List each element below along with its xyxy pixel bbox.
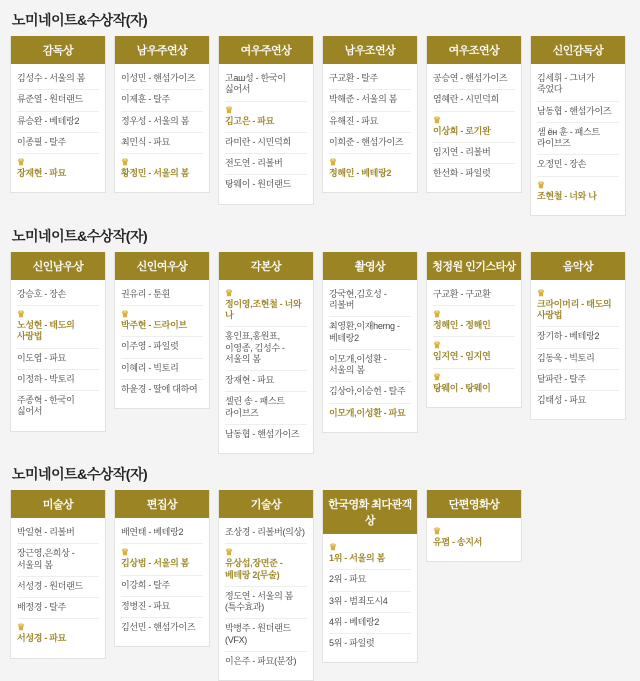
nominee-entry[interactable] <box>329 613 411 634</box>
nominee-entry[interactable] <box>433 143 515 164</box>
entry-label: 공승연 - 핸섬가이즈 <box>433 73 508 83</box>
entry-label: 류준열 - 원더랜드 <box>17 94 83 105</box>
entry-label: 탕웨이 - 탕웨이 <box>433 382 491 393</box>
entry-label: 최민식 - 파묘 <box>121 136 171 147</box>
award-card-body <box>427 518 521 553</box>
entry-label: 5위 - 파일럿 <box>329 638 375 648</box>
crown-icon: ♛ <box>225 287 233 298</box>
entry-label: 전도연 - 리볼버 <box>225 158 283 168</box>
entry-label: 임지연 - 리볼버 <box>433 146 491 157</box>
entry-label: 유해진 - 파묘 <box>329 115 379 126</box>
award-card[interactable] <box>218 252 314 454</box>
nominee-entry[interactable] <box>537 391 619 411</box>
award-card-title: 신인남우상 <box>11 252 105 280</box>
entry-label: 박일현 - 리볼버 <box>17 527 75 537</box>
crown-icon: ♛ <box>433 371 441 382</box>
crown-icon: ♛ <box>121 547 129 558</box>
nominee-entry[interactable] <box>17 577 99 598</box>
nominee-entry[interactable] <box>225 327 307 371</box>
nominee-entry[interactable] <box>433 90 515 111</box>
winner-entry[interactable] <box>537 177 619 207</box>
entry-label: 이모개,이성환 - 파묘 <box>329 407 406 418</box>
entry-label: 홍인표,홍원표,이영종, 김성수 - 서울의 봄 <box>225 331 285 364</box>
crown-icon: ♛ <box>225 547 233 558</box>
nominee-entry[interactable] <box>433 164 515 184</box>
nominee-entry[interactable] <box>121 597 203 618</box>
nominee-entry[interactable] <box>329 133 411 154</box>
award-card-title: 남우주연상 <box>115 36 209 64</box>
nominee-entry[interactable] <box>329 350 411 383</box>
nominee-entry[interactable] <box>225 371 307 392</box>
entry-label: 정해인 - 베테랑2 <box>329 168 392 178</box>
entry-label: 박병주 - 원더랜드(VFX) <box>225 623 291 645</box>
section-title: 노미네이트&수상작(자) <box>12 227 148 244</box>
winner-entry[interactable] <box>433 112 515 143</box>
nominee-entry[interactable] <box>17 523 99 544</box>
entry-label: 하윤경 - 딸에 대하여 <box>121 383 198 394</box>
nominee-entry[interactable] <box>329 570 411 591</box>
entry-label: 정해인 - 정해인 <box>433 320 491 330</box>
nominee-entry[interactable] <box>17 370 99 391</box>
nominee-entry[interactable] <box>225 133 307 154</box>
winner-entry[interactable] <box>537 285 619 328</box>
award-card[interactable] <box>322 252 418 433</box>
entry-label: 유폄 - 송지서 <box>433 537 483 547</box>
entry-label: 탕웨이 - 원더랜드 <box>225 179 291 190</box>
entry-label: 김세휘 - 그녀가 죽었다 <box>537 73 595 95</box>
award-card-body <box>531 64 625 207</box>
entry-label: 셀린 송 - 패스트 라이브즈 <box>225 396 285 418</box>
entry-label: 이정하 - 박토리 <box>17 373 75 384</box>
crown-icon: ♛ <box>433 526 441 536</box>
entry-label: 김동욱 - 빅토리 <box>537 352 595 363</box>
section-title: 노미네이트&수상작(자) <box>12 12 148 28</box>
award-card[interactable] <box>322 36 418 193</box>
winner-entry[interactable] <box>225 544 307 587</box>
nominee-entry[interactable] <box>537 349 619 370</box>
nominee-entry[interactable] <box>329 317 411 350</box>
nominee-entry[interactable] <box>225 619 307 652</box>
entry-label: 조상경 - 리볼버(의상) <box>225 527 305 537</box>
entry-label: 강국현,김호성 - 리볼버 <box>329 288 387 310</box>
nominee-entry[interactable] <box>329 90 411 111</box>
award-card-body <box>323 534 417 654</box>
winner-entry[interactable] <box>225 102 307 133</box>
crown-icon: ♛ <box>537 287 545 298</box>
nominee-entry[interactable] <box>225 175 307 195</box>
nominee-entry[interactable] <box>17 349 99 370</box>
entry-label: 이강희 - 탈주 <box>121 579 171 590</box>
entry-label: 최영환,이재herng - 베테랑2 <box>329 321 400 343</box>
nominee-entry[interactable] <box>17 112 99 133</box>
entry-label: 유상섭,장면준 - 베테랑 2(무술) <box>225 558 283 580</box>
entry-label: 이모개,이성환 - 서울의 봄 <box>329 353 387 375</box>
winner-entry[interactable] <box>225 285 307 328</box>
entry-label: 김상범 - 서울의 봄 <box>121 558 190 569</box>
award-card-title: 한국영화 최다관객상 <box>323 490 417 534</box>
award-card[interactable] <box>426 252 522 408</box>
crown-icon: ♛ <box>433 309 441 319</box>
winner-entry[interactable] <box>329 539 411 570</box>
crown-icon: ♛ <box>329 542 337 552</box>
nominee-entry[interactable] <box>433 69 515 90</box>
award-card-title: 미술상 <box>11 490 105 518</box>
nominee-entry[interactable] <box>121 90 203 111</box>
nominee-entry[interactable] <box>17 598 99 619</box>
award-card[interactable] <box>114 490 210 647</box>
award-card[interactable] <box>530 252 626 421</box>
entry-label: 구교환 - 탈주 <box>329 73 379 83</box>
entry-label: 라미란 - 시민덕희 <box>225 136 291 147</box>
nominee-entry[interactable] <box>121 359 203 380</box>
crown-icon: ♛ <box>225 104 233 115</box>
entry-label: 이은주 - 파묘(분장) <box>225 655 297 666</box>
nominee-entry[interactable] <box>225 652 307 672</box>
nominee-entry[interactable] <box>329 382 411 403</box>
nominee-entry[interactable] <box>121 112 203 133</box>
crown-icon: ♛ <box>121 309 129 319</box>
nominee-entry[interactable] <box>225 523 307 544</box>
crown-icon: ♛ <box>17 157 25 167</box>
entry-label: 이혜리 - 빅토리 <box>121 362 179 373</box>
nominee-entry[interactable] <box>225 392 307 425</box>
nominee-entry[interactable] <box>121 337 203 358</box>
award-card[interactable] <box>218 490 314 681</box>
entry-label: 박해준 - 서울의 봄 <box>329 94 398 105</box>
entry-label: 서성경 - 파묘 <box>17 633 67 644</box>
entry-label: 이주영 - 파일럿 <box>121 341 179 352</box>
award-card-list <box>10 252 630 454</box>
entry-label: 박주현 - 드라이브 <box>121 320 187 330</box>
entry-label: 정병진 - 파묘 <box>121 600 171 611</box>
entry-label: 3위 - 범죄도시4 <box>329 595 388 606</box>
awards-page <box>0 10 640 666</box>
nominee-entry[interactable] <box>121 523 203 544</box>
nominee-entry[interactable] <box>537 123 619 156</box>
entry-label: 정이영,조현철 - 너와 나 <box>225 298 302 320</box>
sections-root <box>0 10 640 681</box>
award-card[interactable] <box>530 36 626 216</box>
crown-icon: ♛ <box>329 157 337 167</box>
entry-label: 주종혁 - 한국이 싫어서 <box>17 395 75 417</box>
entry-label: 이종필 - 탈주 <box>17 136 67 147</box>
entry-label: 달파란 - 탈주 <box>537 373 587 384</box>
winner-entry[interactable] <box>329 404 411 424</box>
nominee-entry[interactable] <box>121 576 203 597</box>
nominee-entry[interactable] <box>329 592 411 613</box>
award-card[interactable] <box>426 490 522 562</box>
award-card-body <box>219 64 313 196</box>
section-title: 노미네이트&수상작(자) <box>12 466 148 482</box>
award-card-title: 남우조연상 <box>323 36 417 64</box>
award-section <box>0 10 640 216</box>
award-card[interactable] <box>322 490 418 663</box>
winner-entry[interactable] <box>17 154 99 184</box>
award-card-body <box>115 518 209 638</box>
crown-icon: ♛ <box>537 179 545 190</box>
entry-label: 오정민 - 장손 <box>537 159 587 170</box>
crown-icon: ♛ <box>433 114 441 125</box>
award-card-title: 여우조연상 <box>427 36 521 64</box>
nominee-entry[interactable] <box>537 155 619 176</box>
crown-icon: ♛ <box>17 622 25 633</box>
crown-icon: ♛ <box>433 340 441 351</box>
nominee-entry[interactable] <box>537 370 619 391</box>
award-card-title: 기술상 <box>219 490 313 518</box>
award-card-body <box>115 280 209 400</box>
nominee-entry[interactable] <box>17 69 99 90</box>
entry-label: 장근영,은희상 - 서울의 봄 <box>17 548 75 570</box>
winner-entry[interactable] <box>121 544 203 575</box>
entry-label: 이제훈 - 탈주 <box>121 94 171 105</box>
entry-label: 이도엽 - 파묘 <box>17 352 67 363</box>
crown-icon: ♛ <box>17 309 25 319</box>
entry-label: 서성경 - 원더랜드 <box>17 580 83 591</box>
entry-label: 1위 - 서울의 봄 <box>329 553 385 563</box>
winner-entry[interactable] <box>121 306 203 337</box>
award-card-title: 청정원 인기스타상 <box>427 252 521 280</box>
award-card[interactable] <box>10 36 106 193</box>
entry-label: 황정민 - 서울의 봄 <box>121 168 190 178</box>
entry-label: 김성수 - 서울의 봄 <box>17 73 86 83</box>
award-card-title: 여우주연상 <box>219 36 313 64</box>
crown-icon: ♛ <box>121 157 129 167</box>
entry-label: 노성현 - 태도의 사랑법 <box>17 320 75 342</box>
award-card-body <box>11 280 105 423</box>
entry-label: 김고은 - 파묘 <box>225 115 275 126</box>
award-card-title: 신인여우상 <box>115 252 209 280</box>
entry-label: 남동협 - 핸섬가이즈 <box>225 428 300 439</box>
award-card-body <box>427 64 521 184</box>
entry-label: 배연태 - 베테랑2 <box>121 527 184 537</box>
winner-entry[interactable] <box>17 306 99 349</box>
award-card-body <box>219 280 313 445</box>
nominee-entry[interactable] <box>17 90 99 111</box>
entry-label: 이희준 - 핸섬가이즈 <box>329 136 404 147</box>
entry-label: 고аш성 - 한국이 싫어서 <box>225 73 286 95</box>
nominee-entry[interactable] <box>225 69 307 102</box>
entry-label: 이상희 - 로기완 <box>433 125 491 136</box>
nominee-entry[interactable] <box>537 102 619 123</box>
entry-label: 장재현 - 파묘 <box>225 375 275 385</box>
nominee-entry[interactable] <box>433 285 515 306</box>
entry-label: 권유리 - 툰휜 <box>121 288 171 299</box>
winner-entry[interactable] <box>433 523 515 553</box>
nominee-entry[interactable] <box>225 587 307 620</box>
nominee-entry[interactable] <box>537 327 619 348</box>
entry-label: 조현철 - 너와 나 <box>537 190 597 201</box>
winner-entry[interactable] <box>433 337 515 368</box>
award-card[interactable] <box>10 252 106 432</box>
award-card-list <box>10 490 630 681</box>
award-card-body <box>11 64 105 184</box>
entry-label: 2위 - 파묘 <box>329 574 366 585</box>
entry-label: 장기하 - 베테랑2 <box>537 331 600 342</box>
nominee-entry[interactable] <box>121 618 203 638</box>
nominee-entry[interactable] <box>329 285 411 318</box>
award-card-body <box>427 280 521 399</box>
award-card[interactable] <box>114 252 210 409</box>
award-card-body <box>323 64 417 184</box>
entry-label: 한선화 - 파일럿 <box>433 168 491 178</box>
winner-entry[interactable] <box>433 369 515 399</box>
entry-label: 김상아,이승헌 - 탈주 <box>329 386 406 397</box>
nominee-entry[interactable] <box>121 133 203 154</box>
award-card-body <box>219 518 313 672</box>
winner-entry[interactable] <box>17 619 99 649</box>
entry-label: 강승호 - 장손 <box>17 288 67 299</box>
award-section <box>0 464 640 681</box>
entry-label: 4위 - 베테랑2 <box>329 616 380 627</box>
nominee-entry[interactable] <box>17 544 99 577</box>
winner-entry[interactable] <box>433 306 515 337</box>
winner-entry[interactable] <box>329 154 411 184</box>
entry-label: 정도연 - 서울의 봄(특수효과) <box>225 590 294 612</box>
nominee-entry[interactable] <box>225 425 307 445</box>
nominee-entry[interactable] <box>329 634 411 654</box>
entry-label: 크라이머리 - 태도의 사랑법 <box>537 298 612 320</box>
award-card-list <box>10 36 630 216</box>
award-card-title: 단편영화상 <box>427 490 521 518</box>
entry-label: 장재현 - 파묘 <box>17 168 67 178</box>
nominee-entry[interactable] <box>121 69 203 90</box>
nominee-entry[interactable] <box>17 285 99 306</box>
nominee-entry[interactable] <box>17 391 99 423</box>
nominee-entry[interactable] <box>329 112 411 133</box>
award-card-body <box>115 64 209 184</box>
nominee-entry[interactable] <box>121 285 203 306</box>
entry-label: 샘 ён 훈 - 패스트 라이브즈 <box>537 126 600 148</box>
nominee-entry[interactable] <box>537 69 619 102</box>
nominee-entry[interactable] <box>17 133 99 154</box>
entry-label: 임지연 - 임지연 <box>433 351 491 362</box>
award-section <box>0 226 640 454</box>
entry-label: 구교환 - 구교환 <box>433 288 491 299</box>
award-card-title: 각본상 <box>219 252 313 280</box>
award-card-title: 신인감독상 <box>531 36 625 64</box>
entry-label: 이성민 - 핸섬가이즈 <box>121 73 196 83</box>
award-card-title: 감독상 <box>11 36 105 64</box>
nominee-entry[interactable] <box>329 69 411 90</box>
award-card-title: 음악상 <box>531 252 625 280</box>
award-card[interactable] <box>10 490 106 659</box>
award-card[interactable] <box>426 36 522 193</box>
award-card-body <box>531 280 625 412</box>
entry-label: 김선민 - 핸섬가이즈 <box>121 622 196 632</box>
award-card-title: 편집상 <box>115 490 209 518</box>
award-card-body <box>323 280 417 424</box>
entry-label: 남동협 - 핸섬가이즈 <box>537 105 612 116</box>
award-card[interactable] <box>218 36 314 205</box>
entry-label: 김태성 - 파묘 <box>537 395 587 405</box>
entry-label: 류승완 - 베테랑2 <box>17 115 80 126</box>
winner-entry[interactable] <box>121 154 203 184</box>
entry-label: 배정경 - 탈주 <box>17 602 67 612</box>
entry-label: 정우성 - 서울의 봄 <box>121 115 190 126</box>
nominee-entry[interactable] <box>121 380 203 400</box>
entry-label: 염혜란 - 시민덕희 <box>433 94 499 105</box>
award-card-body <box>11 518 105 650</box>
nominee-entry[interactable] <box>225 154 307 175</box>
award-card[interactable] <box>114 36 210 193</box>
award-card-title: 촬영상 <box>323 252 417 280</box>
